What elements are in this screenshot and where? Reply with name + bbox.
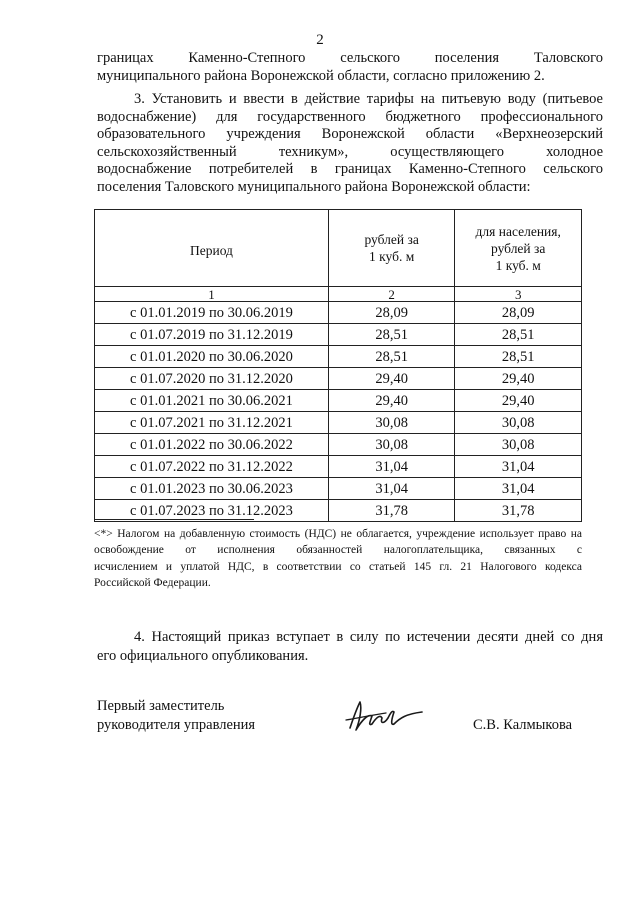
table-row xyxy=(95,390,582,412)
population-cell: 31,04 xyxy=(455,456,582,478)
table-row xyxy=(95,456,582,478)
population-cell: 31,04 xyxy=(455,478,582,500)
period-cell: с 01.07.2023 по 31.12.2023 xyxy=(95,500,329,522)
paragraph-line: границах Каменно-Степного сельского поселения Таловского xyxy=(97,50,603,66)
page-number: 2 xyxy=(316,32,324,48)
population-cell: 29,40 xyxy=(455,390,582,412)
table-row xyxy=(95,412,582,434)
column-number: 3 xyxy=(455,287,582,302)
rub-cell: 29,40 xyxy=(328,390,454,412)
population-cell: 30,08 xyxy=(455,434,582,456)
rub-cell: 31,78 xyxy=(328,500,454,522)
table-row xyxy=(95,302,582,324)
rub-cell: 28,51 xyxy=(328,346,454,368)
period-cell: с 01.07.2020 по 31.12.2020 xyxy=(95,368,329,390)
paragraph-line: 3. Установить и ввести в действие тарифы на питьевую воду (питьевое xyxy=(134,91,603,107)
footnote-line: Российской Федерации. xyxy=(94,576,211,589)
rub-cell: 31,04 xyxy=(328,456,454,478)
table-row xyxy=(95,368,582,390)
signatory-position-line: руководителя управления xyxy=(97,717,256,733)
signatory-position xyxy=(97,697,255,735)
rub-cell: 30,08 xyxy=(328,434,454,456)
handwritten-signature xyxy=(344,698,426,738)
population-cell: 28,09 xyxy=(455,302,582,324)
paragraph-3 xyxy=(97,91,603,196)
header-period: Период xyxy=(95,210,329,287)
rub-cell: 29,40 xyxy=(328,368,454,390)
paragraph-line: муниципального района Воронежской области, согласно приложению 2. xyxy=(97,67,545,84)
signatory-name: С.В. Калмыкова xyxy=(473,717,573,733)
period-cell: с 01.01.2021 по 30.06.2021 xyxy=(95,390,329,412)
tariff-table xyxy=(94,209,582,522)
header-population-line: 1 куб. м xyxy=(495,257,541,273)
header-population-line: для населения, xyxy=(475,223,561,239)
paragraph-line: образовательного учреждения Воронежской области «Верхнеозерский xyxy=(97,126,603,142)
population-cell: 28,51 xyxy=(455,324,582,346)
paragraph-line: 4. Настоящий приказ вступает в силу по истечении десяти дней со дня xyxy=(134,629,603,645)
rub-cell: 28,51 xyxy=(328,324,454,346)
column-number-row xyxy=(95,287,582,302)
header-population xyxy=(455,210,582,287)
header-rub xyxy=(328,210,454,287)
column-number: 1 xyxy=(95,287,329,302)
period-cell: с 01.01.2020 по 30.06.2020 xyxy=(95,346,329,368)
table-row xyxy=(95,346,582,368)
footnote xyxy=(94,526,582,591)
paragraph-line: поселения Таловского муниципального района Воронежской области: xyxy=(97,178,531,195)
period-cell: с 01.07.2019 по 31.12.2019 xyxy=(95,324,329,346)
header-rub-line: 1 куб. м xyxy=(369,249,415,264)
table-row xyxy=(95,324,582,346)
population-cell: 29,40 xyxy=(455,368,582,390)
paragraph-line: водоснабжение потребителей в границах Каменно-Степного сельского xyxy=(97,161,603,177)
population-cell: 31,78 xyxy=(455,500,582,522)
paragraph-line: водоснабжение) для государственного бюджетного профессионального xyxy=(97,108,603,125)
signatory-position-line: Первый заместитель xyxy=(97,698,225,714)
footnote-divider xyxy=(94,519,254,520)
header-rub-line: рублей за xyxy=(364,232,419,247)
table-row xyxy=(95,478,582,500)
column-number: 2 xyxy=(328,287,454,302)
rub-cell: 30,08 xyxy=(328,412,454,434)
period-cell: с 01.01.2022 по 30.06.2022 xyxy=(95,434,329,456)
population-cell: 30,08 xyxy=(455,412,582,434)
paragraph-line: его официального опубликования. xyxy=(97,648,309,664)
period-cell: с 01.01.2019 по 30.06.2019 xyxy=(95,302,329,324)
period-cell: с 01.07.2022 по 31.12.2022 xyxy=(95,456,329,478)
header-population-line: рублей за xyxy=(491,240,546,256)
paragraph-4 xyxy=(97,628,603,666)
footnote-line: освобождение от исполнения обязанностей налогоплательщика, связанных с xyxy=(94,544,582,557)
population-cell: 28,51 xyxy=(455,346,582,368)
table-header-row xyxy=(95,210,582,287)
paragraph-line: сельскохозяйственный техникум», осуществляющего холодное xyxy=(97,143,603,160)
period-cell: с 01.07.2021 по 31.12.2021 xyxy=(95,412,329,434)
table-row xyxy=(95,434,582,456)
rub-cell: 31,04 xyxy=(328,478,454,500)
paragraph-intro xyxy=(97,50,603,85)
footnote-line: <*> Налогом на добавленную стоимость (НДС) не облагается, учреждение использует право на xyxy=(94,528,582,540)
period-cell: с 01.01.2023 по 30.06.2023 xyxy=(95,478,329,500)
rub-cell: 28,09 xyxy=(328,302,454,324)
footnote-line: исчислением и уплатой НДС, в соответствии со статьей 145 гл. 21 Налогового кодекса xyxy=(94,560,582,573)
